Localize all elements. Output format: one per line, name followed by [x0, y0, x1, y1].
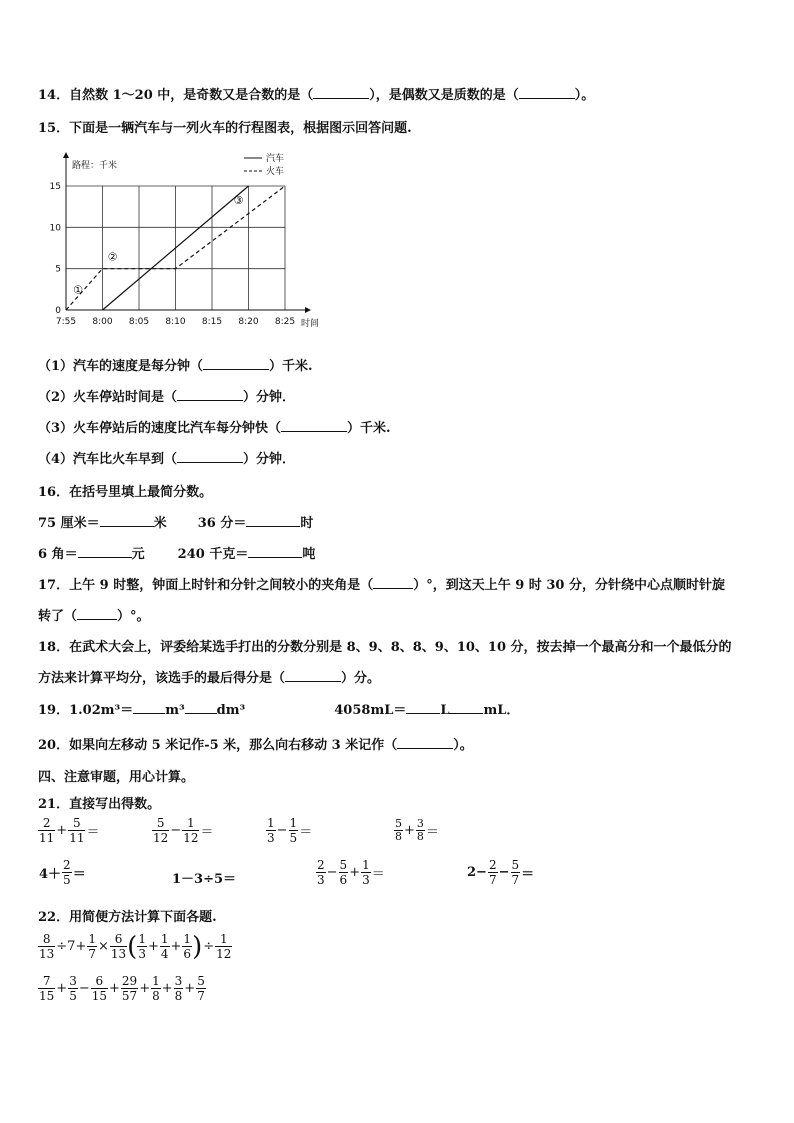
annotation-label: ①: [73, 283, 83, 297]
answer-blank[interactable]: [373, 576, 413, 589]
x-axis-arrow: [305, 307, 311, 313]
annotation-label: ③: [233, 194, 244, 208]
answer-blank[interactable]: [285, 669, 341, 682]
question-22-prompt: 22．用简便方法计算下面各题.: [38, 910, 217, 925]
expr-22-1: $\frac{8}{13}$ ÷7+ $\frac{1}{7}$ × $\frac{6}{13}$ ( $\frac{1}{3}$ + $\frac{1}{4}$ + $\frac{1}{6}$ )÷ $\frac{1}{12}$: [39, 931, 232, 962]
question-14: 14．自然数 1～20 中，是奇数又是合数的是（ ），是偶数又是质数的是（ ）。: [38, 88, 595, 103]
expr-21-4: $\frac{5}{8}$ + $\frac{3}{8}$ ＝: [395, 817, 439, 843]
legend-label: 火车: [266, 167, 285, 177]
expr-21-8: 2− $\frac{2}{7}$ − $\frac{5}{7}$ ＝: [467, 858, 535, 887]
x-tick-label: 8:25: [274, 317, 296, 327]
answer-blank[interactable]: [449, 701, 483, 714]
annotation-label: ②: [107, 250, 118, 264]
question-17-line1: 17．上午 9 时整，钟面上时针和分针之间较小的夹角是（ ）°，到这天上午 9 时 30 分，分针绕中心点顺时针旋: [38, 578, 725, 593]
section-4-heading: 四、注意审题，用心计算。: [38, 770, 195, 785]
question-15-3: （3）火车停站后的速度比汽车每分钟快（ ）千米.: [38, 421, 391, 436]
y-tick-label: 10: [49, 223, 61, 234]
question-16-row2: 6 角＝ 元 240 千克＝ 吨: [38, 547, 316, 562]
answer-blank[interactable]: [177, 388, 243, 401]
answer-blank[interactable]: [177, 450, 243, 463]
y-tick-label: 0: [55, 306, 61, 316]
y-axis-label: 路程：千米: [72, 161, 118, 171]
answer-blank[interactable]: [77, 607, 117, 620]
answer-blank[interactable]: [397, 736, 453, 749]
question-15-4: （4）汽车比火车早到（ ）分钟．: [38, 452, 296, 467]
answer-blank[interactable]: [519, 86, 575, 99]
expr-21-5: 4＋ $\frac{2}{5}$ ＝: [39, 858, 86, 887]
answer-blank[interactable]: [281, 419, 347, 432]
travel-chart: [36, 148, 346, 336]
answer-blank[interactable]: [78, 545, 132, 558]
question-19: 19．1.02m³＝ m³ dm³ 4058mL＝ L mL．: [38, 703, 520, 718]
question-18-line1: 18．在武术大会上，评委给某选手打出的分数分别是 8、9、8、8、9、10、10 分，按去掉一个最高分和一个最低分的: [38, 640, 732, 655]
expr-21-6: 1－3÷5＝: [172, 872, 237, 887]
question-15-prompt: 15．下面是一辆汽车与一列火车的行程图表，根据图示回答问题.: [38, 121, 412, 136]
expr-21-2: $\frac{5}{12}$ − $\frac{1}{12}$ ＝: [153, 816, 214, 845]
answer-blank[interactable]: [248, 545, 302, 558]
question-16-row1: 75 厘米＝ 米 36 分＝ 时: [38, 516, 314, 531]
question-20: 20．如果向左移动 5 米记作-5 米，那么向右移动 3 米记作（ ）。: [38, 738, 473, 753]
answer-blank[interactable]: [406, 701, 440, 714]
answer-blank[interactable]: [246, 514, 300, 527]
y-axis-arrow: [63, 152, 69, 158]
expr-21-3: $\frac{1}{3}$ − $\frac{1}{5}$ ＝: [267, 816, 313, 845]
x-tick-label: 8:20: [238, 317, 259, 327]
x-tick-label: 8:05: [128, 317, 150, 327]
y-tick-label: 15: [49, 182, 61, 192]
question-15-2: （2）火车停站时间是（ ）分钟．: [38, 390, 296, 405]
y-tick-label: 5: [55, 264, 61, 275]
x-tick-label: 7:55: [55, 317, 77, 327]
question-21-prompt: 21．直接写出得数。: [38, 797, 161, 812]
answer-blank[interactable]: [133, 701, 165, 714]
x-tick-label: 8:00: [92, 317, 113, 327]
answer-blank[interactable]: [203, 357, 269, 370]
question-16-prompt: 16．在括号里填上最简分数。: [38, 485, 213, 500]
answer-blank[interactable]: [100, 514, 154, 527]
question-18-line2: 方法来计算平均分，该选手的最后得分是（ ）分。: [38, 671, 381, 686]
legend-label: 汽车: [266, 154, 285, 164]
x-tick-label: 8:10: [165, 317, 186, 327]
answer-blank[interactable]: [185, 701, 217, 714]
expr-22-2: $\frac{7}{15}$ + $\frac{3}{5}$ − $\frac{6}{15}$ + $\frac{29}{57}$ + $\frac{1}{8}$ + $\frac{3}{8}$ + $\frac{5}{7}$: [39, 974, 205, 1003]
expr-21-7: $\frac{2}{3}$ − $\frac{5}{6}$ + $\frac{1}{3}$ ＝: [317, 858, 385, 887]
x-tick-label: 8:15: [201, 317, 223, 327]
x-axis-label: 时间: [301, 319, 320, 329]
question-17-line2: 转了（ ）°。: [38, 609, 150, 624]
question-15-1: （1）汽车的速度是每分钟（ ）千米.: [38, 359, 313, 374]
answer-blank[interactable]: [313, 86, 369, 99]
expr-21-1: $\frac{2}{11}$ + $\frac{5}{11}$ ＝: [39, 816, 100, 845]
